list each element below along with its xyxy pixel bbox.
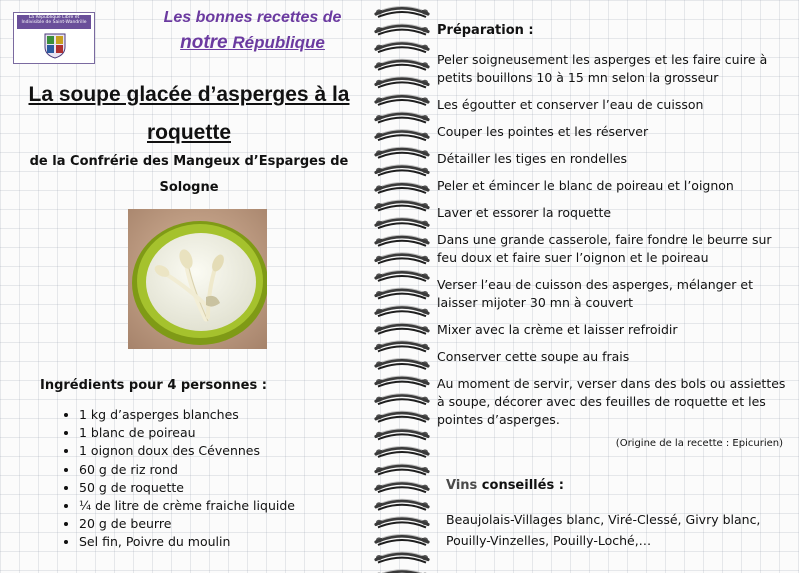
wines-heading [446, 477, 564, 495]
recipe-subtitle-line2: Sologne [159, 180, 219, 195]
ingredient-item: • 1 blanc de poireau [79, 424, 379, 442]
recipe-source: (Origine de la recette : Epicurien) [615, 438, 783, 449]
preparation-step: Laver et essorer la roquette [437, 205, 612, 220]
spiral-ring [376, 42, 428, 53]
spiral-ring [376, 535, 428, 546]
preparation-step: Couper les pointes et les réserver [437, 124, 649, 139]
ingredient-item: • Sel fin, Poivre du moulin [79, 533, 379, 551]
spiral-ring [376, 271, 428, 282]
spiral-ring [376, 77, 428, 88]
spiral-ring [376, 253, 428, 264]
coat-of-arms-icon [44, 33, 66, 59]
preparation-step: Dans une grande casserole, faire fondre le beurre sur feu doux et faire suer l’oignon et le poireau [437, 232, 772, 265]
spiral-ring [376, 552, 428, 563]
recipe-title-line2: roquette [147, 121, 231, 144]
preparation-heading: Préparation : [437, 23, 534, 38]
spiral-ring [376, 394, 428, 405]
ingredient-item: • 50 g de roquette [79, 479, 379, 497]
spiral-ring [376, 112, 428, 123]
recipe-subtitle [10, 149, 368, 201]
preparation-step: Détailler les tiges en rondelles [437, 151, 628, 166]
series-line2-notre: notre [180, 32, 228, 53]
spiral-ring [376, 499, 428, 510]
spiral-ring [376, 165, 428, 176]
spiral-ring [376, 447, 428, 458]
spiral-ring [376, 341, 428, 352]
spiral-ring [376, 95, 428, 106]
wines-heading-conseilles: conseillés : [477, 478, 564, 493]
recipe-title [8, 76, 370, 152]
spiral-ring [376, 376, 428, 387]
series-line1: Les bonnes recettes de [163, 9, 342, 26]
ingredients-list [60, 406, 379, 552]
spiral-ring [376, 235, 428, 246]
ingredients-heading: Ingrédients pour 4 personnes : [40, 378, 267, 393]
spiral-ring [376, 482, 428, 493]
preparation-step: Peler soigneusement les asperges et les faire cuire à petits bouillons 10 à 15 mn selon la grosseur [437, 52, 768, 85]
series-line2-republique: République [227, 33, 325, 52]
spiral-ring [376, 323, 428, 334]
series-line2 [120, 32, 385, 54]
spiral-ring [376, 517, 428, 528]
ingredient-item: • 1 oignon doux des Cévennes [79, 442, 379, 460]
recipe-subtitle-line1: de la Confrérie des Mangeux d’Esparges de [29, 154, 349, 169]
ingredient-item: • 1 kg d’asperges blanches [79, 406, 379, 424]
spiral-ring [376, 288, 428, 299]
logo [13, 12, 95, 64]
spiral-ring [376, 183, 428, 194]
preparation-step: Peler et émincer le blanc de poireau et l’oignon [437, 178, 734, 193]
soup-bowl-image [128, 209, 267, 349]
spiral-ring [376, 218, 428, 229]
spiral-ring [376, 411, 428, 422]
spiral-ring [376, 7, 428, 18]
spiral-ring [376, 359, 428, 370]
recipe-title-line1: La soupe glacée d’asperges à la [28, 83, 350, 106]
spiral-ring [376, 147, 428, 158]
ingredient-item: • 60 g de riz rond [79, 461, 379, 479]
spiral-ring [376, 59, 428, 70]
spiral-ring [376, 306, 428, 317]
logo-band [17, 15, 91, 29]
preparation-step: Verser l’eau de cuisson des asperges, mélanger et laisser mijoter 30 mn à couvert [437, 277, 754, 310]
preparation-step: Mixer avec la crème et laisser refroidir [437, 322, 678, 337]
preparation-step: Conserver cette soupe au frais [437, 349, 630, 364]
soup-photo [128, 209, 267, 349]
spiral-ring [376, 24, 428, 34]
logo-text: La République Libre et Indivisible de Saint-Wandrille [21, 15, 87, 25]
spiral-ring [376, 429, 428, 440]
preparation-steps [437, 51, 792, 438]
preparation-step: Les égoutter et conserver l’eau de cuisson [437, 97, 704, 112]
series-header [120, 8, 385, 54]
preparation-step: Au moment de servir, verser dans des bols ou assiettes à soupe, décorer avec des feuilles de roquette et les pointes d’asperges. [437, 376, 786, 427]
spiral-binding [368, 0, 436, 573]
ingredient-item: • 20 g de beurre [79, 515, 379, 533]
spiral-ring [376, 464, 428, 475]
wines-text: Beaujolais-Villages blanc, Viré-Clessé, Givry blanc, Pouilly-Vinzelles, Pouilly-Loché,… [446, 512, 761, 548]
wines-heading-vins: Vins [446, 478, 478, 493]
spiral-ring [376, 200, 428, 211]
ingredient-item: • ¼ de litre de crème fraiche liquide [79, 497, 379, 515]
spiral-ring [376, 130, 428, 141]
